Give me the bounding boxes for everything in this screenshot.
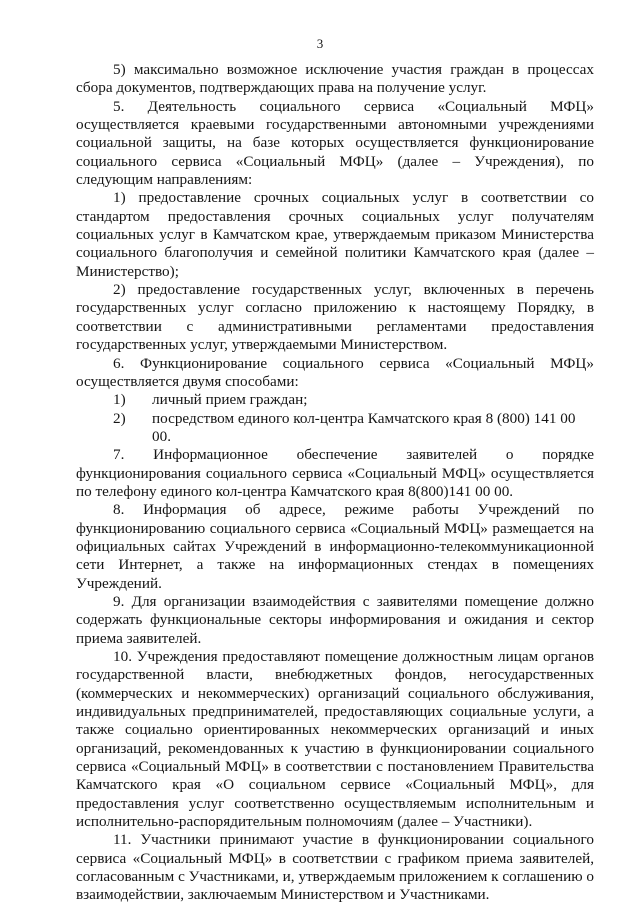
document-body	[76, 61, 594, 905]
paragraph-7: 7. Информационное обеспечение заявителей о порядке функционирования социального сервиса «Социальный МФЦ» осуществляется по телефону единого кол-центра Камчатского края 8(800)141 00 00.	[76, 446, 594, 500]
paragraph-11: 11. Участники принимают участие в функционировании социального сервиса «Социальный МФЦ» в соответствии с графиком приема заявителей, согласованным с Участниками, и, утверждаемым приложением к соглашению о взаимодействии, заключаемым Министерством и Участниками.	[76, 831, 594, 904]
page-number: 3	[316, 36, 324, 51]
list-item-text: личный прием граждан;	[152, 391, 308, 409]
list-item	[76, 410, 594, 447]
list-item-number: 2)	[113, 409, 126, 427]
paragraph-8: 8. Информация об адресе, режиме работы Учреждений по функционированию социального сервиса «Социальный МФЦ» размещается на официальных сайтах Учреждений в информационно-телекоммуникационной сети Интернет, а также на информационных стендах в помещениях Учреждений.	[76, 501, 594, 592]
paragraph-10: 10. Учреждения предоставляют помещение должностным лицам органов государственной власти, внебюджетных фондов, негосударственных (коммерческих и некоммерческих) организаций социального обслуживания, индивидуальных предпринимателей, предоставляющих социальные услуги, а также социально ориентированных некоммерческих организаций и иных организаций, рекомендованных к участию в функционировании социального сервиса «Социальный МФЦ» в соответствии с постановлением Правительства Камчатского края «О социальном сервисе «Социальный МФЦ», для предоставления услуг соответственно осуществляемым исполнительным и исполнительно-распорядительным полномочиям (далее – Участники).	[76, 648, 594, 831]
paragraph-5-item-2: 2) предоставление государственных услуг, включенных в перечень государственных услуг согласно приложению к настоящему Порядку, в соответствии с административными регламентами предоставления государственных услуг, утверждаемыми Министерством.	[76, 281, 594, 354]
paragraph-5: 5. Деятельность социального сервиса «Социальный МФЦ» осуществляется краевыми государственными автономными учреждениями социальной защиты, на базе которых осуществляется функционирование социального сервиса «Социальный МФЦ» (далее – Учреждения), по следующим направлениям:	[76, 97, 594, 189]
paragraph-9: 9. Для организации взаимодействия с заявителями помещение должно содержать функциональные секторы информирования и ожидания и сектор приема заявителей.	[76, 592, 594, 647]
list-item-text: посредством единого кол-центра Камчатского края 8 (800) 141 00 00.	[152, 409, 576, 445]
paragraph-5-item-1: 1) предоставление срочных социальных услуг в соответствии со стандартом предоставления срочных социальных услуг получателям социальных услуг в Камчатском крае, утверждаемым приказом Министерства социального благополучия и семейной политики Камчатского края (далее – Министерство);	[76, 189, 594, 280]
list-item	[76, 391, 594, 409]
paragraph-6: 6. Функционирование социального сервиса «Социальный МФЦ» осуществляется двумя способами:	[76, 354, 594, 390]
paragraph-item-5-subpoint: 5) максимально возможное исключение участия граждан в процессах сбора документов, подтверждающих права на получение услуг.	[76, 61, 594, 97]
list-item-number: 1)	[113, 391, 126, 409]
